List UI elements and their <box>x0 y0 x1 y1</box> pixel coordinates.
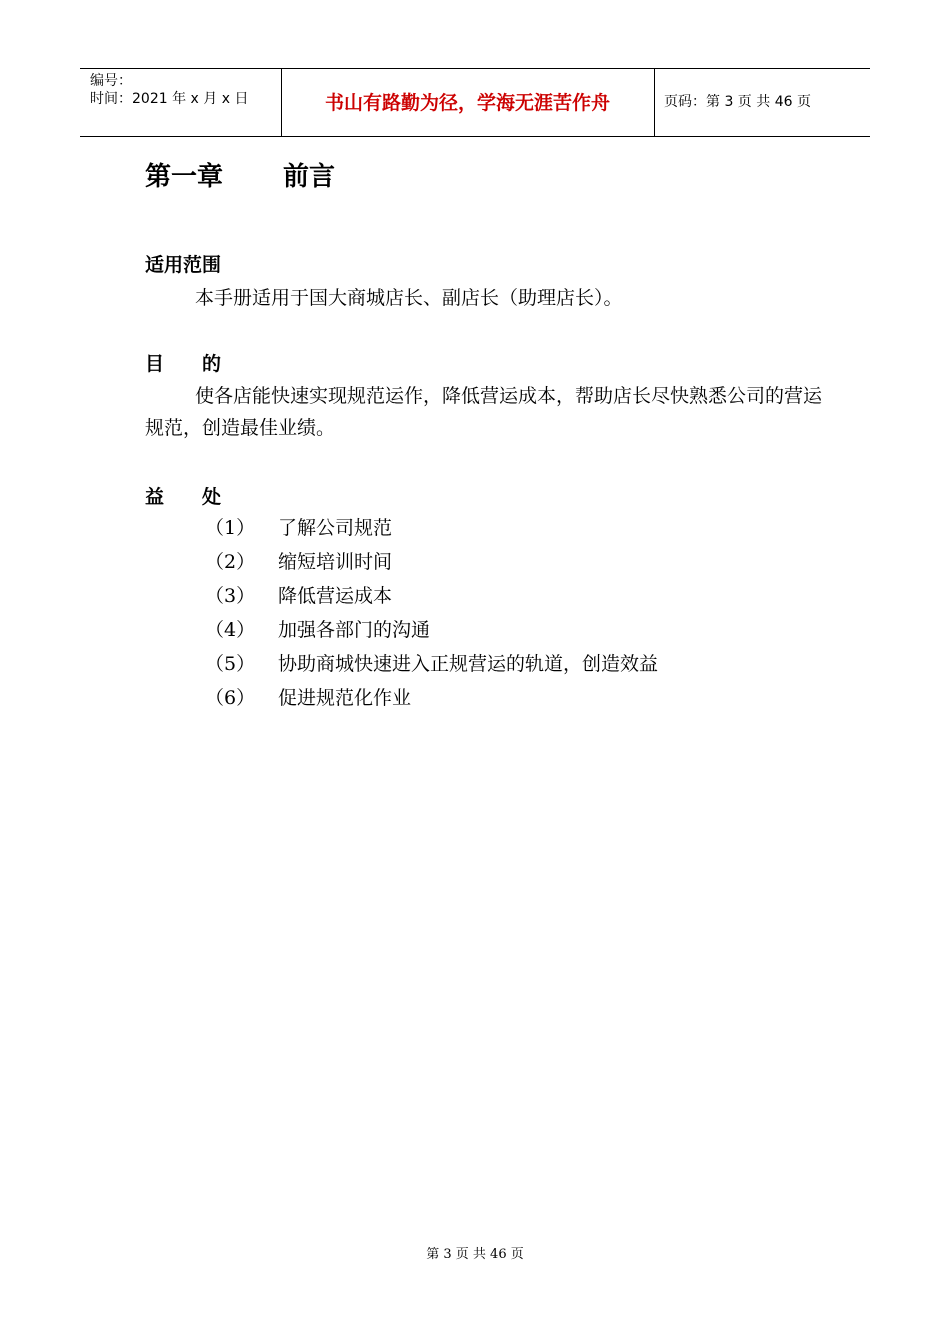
list-item <box>205 685 411 711</box>
document-date-label: 时间：2021 年 x 月 x 日 <box>90 91 249 107</box>
list-item-text: 促进规范化作业 <box>278 687 412 709</box>
header-motto: 书山有路勤为径，学海无涯苦作舟 <box>324 92 610 114</box>
list-item-number: （5） <box>205 653 256 675</box>
header-page-number: 页码：第 3 页 共 46 页 <box>664 94 811 110</box>
page-header <box>80 68 870 137</box>
page-footer: 第 3 页 共 46 页 <box>426 1247 524 1262</box>
chapter-name: 前言 <box>283 162 336 192</box>
list-item-text: 降低营运成本 <box>278 585 393 607</box>
list-item-number: （3） <box>205 585 256 607</box>
list-item <box>205 583 392 609</box>
document-code-label: 编号： <box>90 73 132 89</box>
list-item <box>205 617 430 643</box>
header-motto-cell <box>281 69 655 136</box>
section-heading-benefits: 益 处 <box>145 486 222 508</box>
list-item-number: （4） <box>205 619 256 641</box>
list-item-text: 缩短培训时间 <box>278 551 393 573</box>
section-heading-scope: 适用范围 <box>145 254 222 276</box>
list-item-number: （6） <box>205 687 256 709</box>
list-item <box>205 515 392 541</box>
section-text-purpose: 使各店能快速实现规范运作，降低营运成本，帮助店长尽快熟悉公司的营运规范，创造最佳业绩。 <box>145 385 823 439</box>
section-heading-purpose: 目 的 <box>145 353 222 375</box>
header-page-cell <box>655 69 870 136</box>
list-item-text: 协助商城快速进入正规营运的轨道，创造效益 <box>278 653 659 675</box>
section-text-scope: 本手册适用于国大商城店长、副店长（助理店长）。 <box>195 287 623 309</box>
list-item-text: 了解公司规范 <box>278 517 393 539</box>
header-info-cell <box>80 69 282 136</box>
list-item-number: （1） <box>205 517 256 539</box>
list-item <box>205 651 658 677</box>
list-item <box>205 549 392 575</box>
list-item-number: （2） <box>205 551 256 573</box>
chapter-title <box>145 160 335 194</box>
list-item-text: 加强各部门的沟通 <box>278 619 431 641</box>
chapter-number: 第一章 <box>145 162 224 192</box>
